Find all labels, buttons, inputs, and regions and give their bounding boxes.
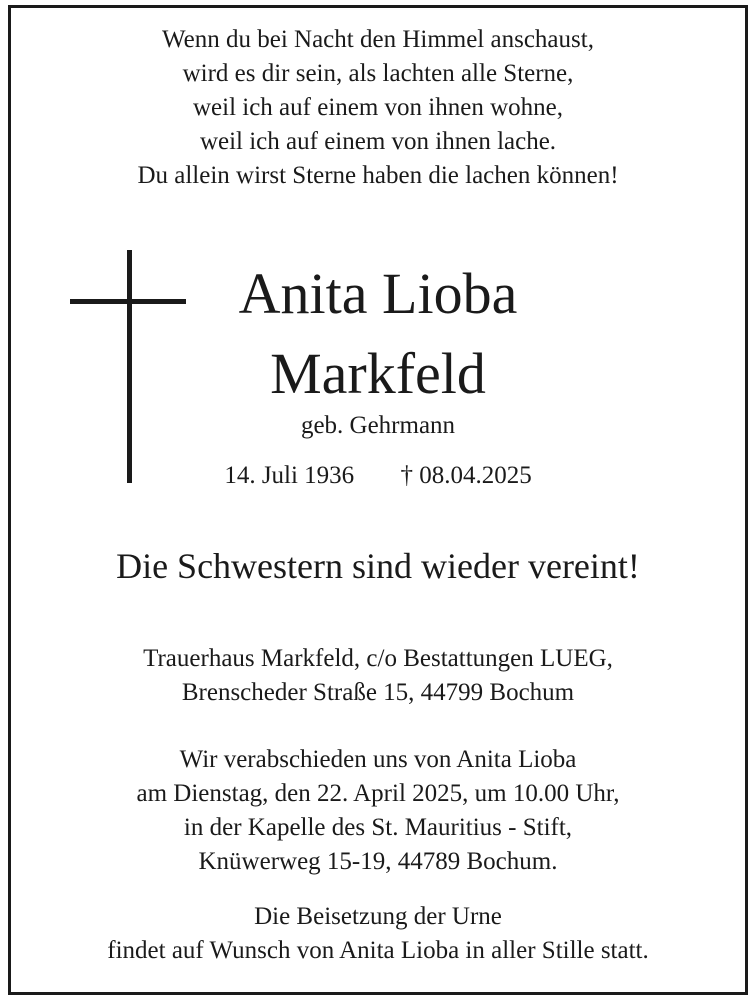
poem-line: weil ich auf einem von ihnen lache.: [199, 128, 557, 155]
deceased-first-names: Anita Lioba: [238, 261, 518, 326]
poem-line: wird es dir sein, als lachten alle Sterne,: [182, 60, 574, 87]
farewell-line: in der Kapelle des St. Mauritius - Stift,: [183, 814, 573, 841]
burial-line: findet auf Wunsch von Anita Lioba in aller Stille statt.: [107, 937, 649, 964]
poem-line: weil ich auf einem von ihnen wohne,: [192, 94, 564, 121]
burial-line: Die Beisetzung der Urne: [254, 903, 502, 930]
poem-line: Du allein wirst Sterne haben die lachen können!: [137, 162, 619, 189]
birth-date: 14. Juli 1936: [224, 462, 355, 489]
maiden-name: geb. Gehrmann: [300, 412, 456, 439]
life-dates: [0, 462, 756, 490]
motto: Die Schwestern sind wieder vereint!: [116, 546, 640, 586]
poem-line: Wenn du bei Nacht den Himmel anschaust,: [162, 26, 594, 53]
address-line: Trauerhaus Markfeld, c/o Bestattungen LUEG,: [143, 645, 613, 672]
farewell-line: Wir verabschieden uns von Anita Lioba: [179, 746, 577, 773]
farewell-line: Knüwerweg 15-19, 44789 Bochum.: [198, 848, 558, 875]
address-line: Brenscheder Straße 15, 44799 Bochum: [181, 679, 575, 706]
farewell-line: am Dienstag, den 22. April 2025, um 10.00 Uhr,: [136, 780, 620, 807]
death-date: † 08.04.2025: [400, 462, 532, 489]
deceased-surname: Markfeld: [270, 341, 486, 406]
